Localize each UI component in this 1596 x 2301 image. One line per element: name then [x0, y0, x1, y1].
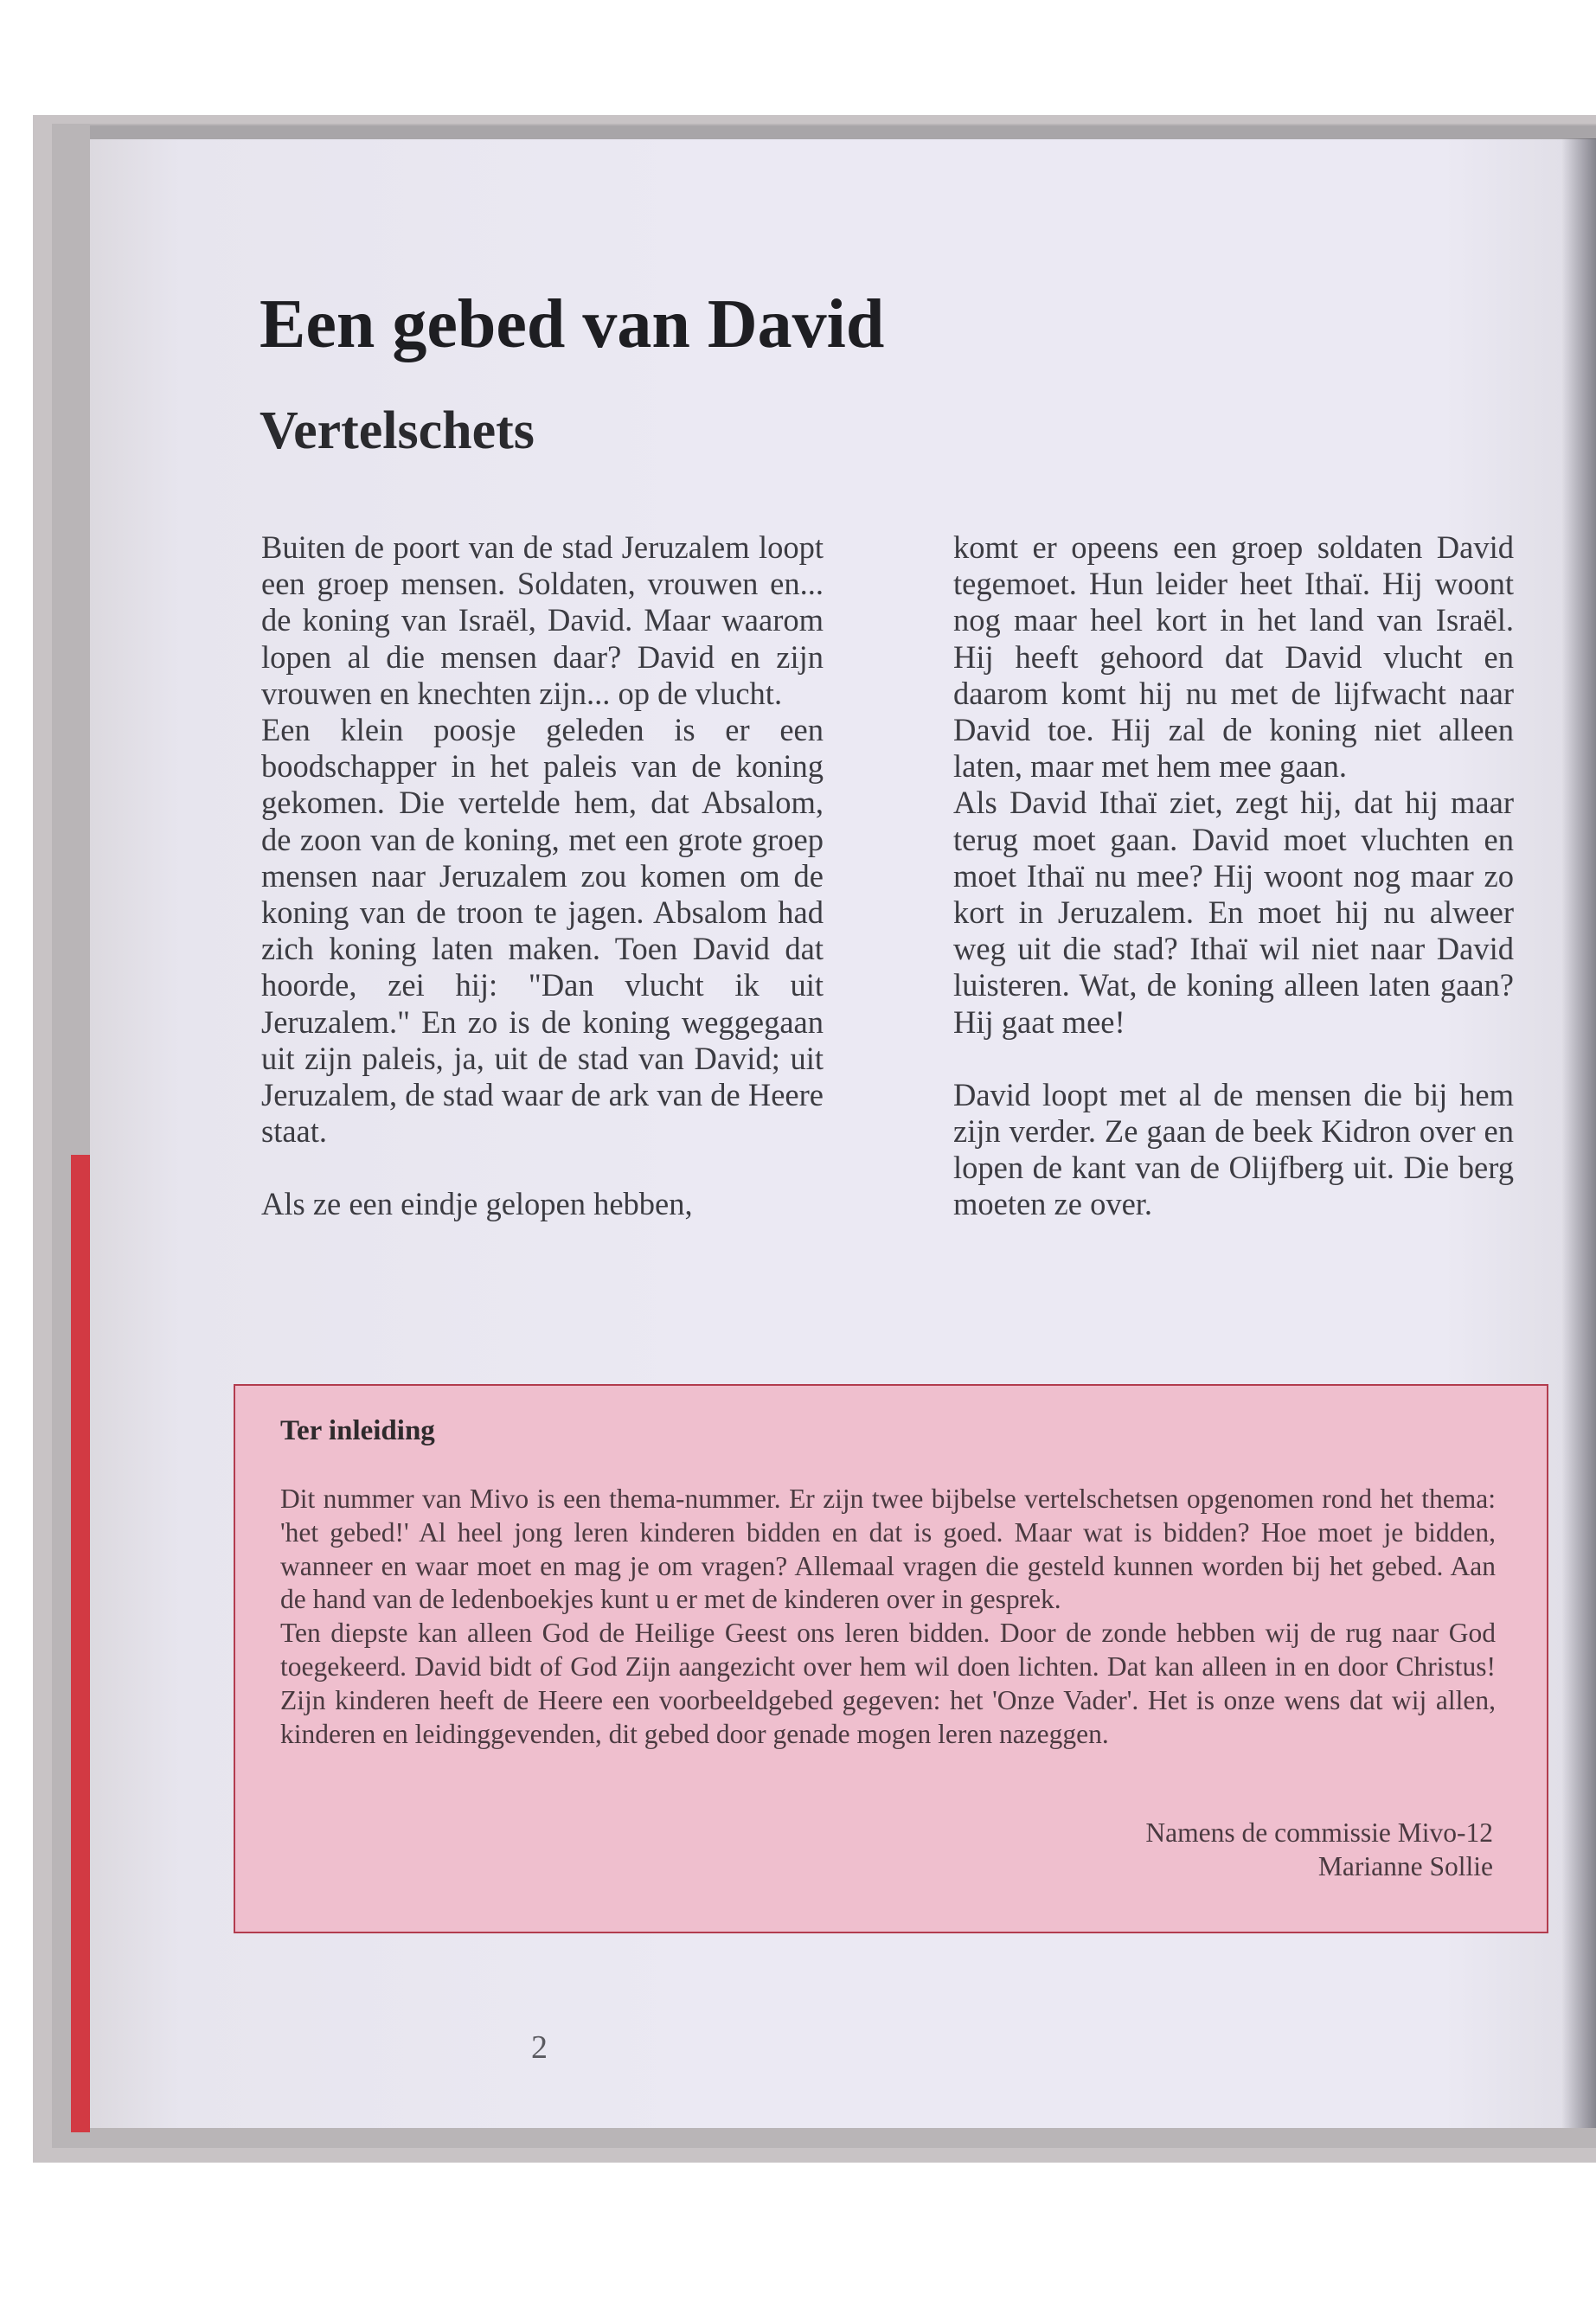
intro-box [234, 1384, 1548, 1933]
story-column-left [261, 529, 824, 1223]
intro-heading: Ter inleiding [280, 1415, 435, 1446]
page-number: 2 [531, 2029, 548, 2066]
page-top-edge [90, 125, 1596, 139]
page-edge-shadow [1561, 138, 1596, 2128]
page-title: Een gebed van David [260, 286, 885, 362]
story-paragraph: Buiten de poort van de stad Jeruzalem loopt een groep mensen. Soldaten, vrouwen en... de koning van Israël, David. Maar waarom lopen al die mensen daar? David en zijn vrouwen en knechten zijn... op de vlucht. [261, 529, 824, 711]
spine-red-strip [71, 1155, 90, 2132]
intro-paragraph: Dit nummer van Mivo is een thema-nummer. Er zijn twee bijbelse vertelschetsen opgenomen rond het thema: 'het gebed!' Al heel jong leren kinderen bidden en dat is goed. Maar wat is bidden? Hoe moet je bidden, wanneer en waar moet en mag je om vragen? Allemaal vragen die gesteld kunnen worden bij het gebed. Aan de hand van de ledenboekjes kunt u er met de kinderen over in gesprek. [280, 1484, 1496, 1615]
intro-body [280, 1483, 1496, 1751]
story-paragraph: David loopt met al de mensen die bij hem zijn verder. Ze gaan de beek Kidron over en lopen de kant van de Olijfberg uit. Die berg moeten ze over. [953, 1076, 1514, 1222]
story-paragraph: Een klein poosje geleden is er een boodschapper in het paleis van de koning gekomen. Die vertelde hem, dat Absalom, de zoon van de koning, met een grote groep mensen naar Jeruzalem zou komen om de koning van de troon te jagen. Absalom had zich koning laten maken. Toen David dat hoorde, zei hij: "Dan vlucht ik uit Jeruzalem." En zo is de koning weggegaan uit zijn paleis, ja, uit de stad van David; uit Jeruzalem, de stad waar de ark van de Heere staat. [261, 712, 824, 1150]
intro-paragraph: Ten diepste kan alleen God de Heilige Geest ons leren bidden. Door de zonde hebben wij de rug naar God toegekeerd. David bidt of God Zijn aangezicht over hem wil doen lichten. Dat kan alleen in en door Christus! Zijn kinderen heeft de Heere een voorbeeldgebed gegeven: het 'Onze Vader'. Het is onze wens dat wij allen, kinderen en leidinggevenden, dit gebed door genade mogen leren nazeggen. [280, 1618, 1496, 1749]
signature-name: Marianne Sollie [1317, 1850, 1493, 1881]
signature [1145, 1817, 1493, 1884]
story-paragraph: Als ze een eindje gelopen hebben, [261, 1186, 693, 1222]
story-paragraph: komt er opeens een groep soldaten David tegemoet. Hun leider heet Ithaï. Hij woont nog maar heel kort in het land van Israël. Hij heeft gehoord dat David vlucht en daarom komt hij nu met de lijfwacht naar David toe. Hij zal de koning niet alleen laten, maar met hem mee gaan. [953, 529, 1514, 785]
signature-committee: Namens de commissie Mivo-12 [1145, 1817, 1493, 1848]
page-subtitle: Vertelschets [260, 401, 535, 460]
story-paragraph: Als David Ithaï ziet, zegt hij, dat hij maar terug moet gaan. David moet vluchten en moet Ithaï nu mee? Hij woont nog maar zo kort in Jeruzalem. En moet hij nu alweer weg uit die stad? Ithaï wil niet naar David luisteren. Wat, de koning alleen laten gaan? Hij gaat mee! [953, 785, 1514, 1040]
story-column-right [953, 529, 1514, 1223]
